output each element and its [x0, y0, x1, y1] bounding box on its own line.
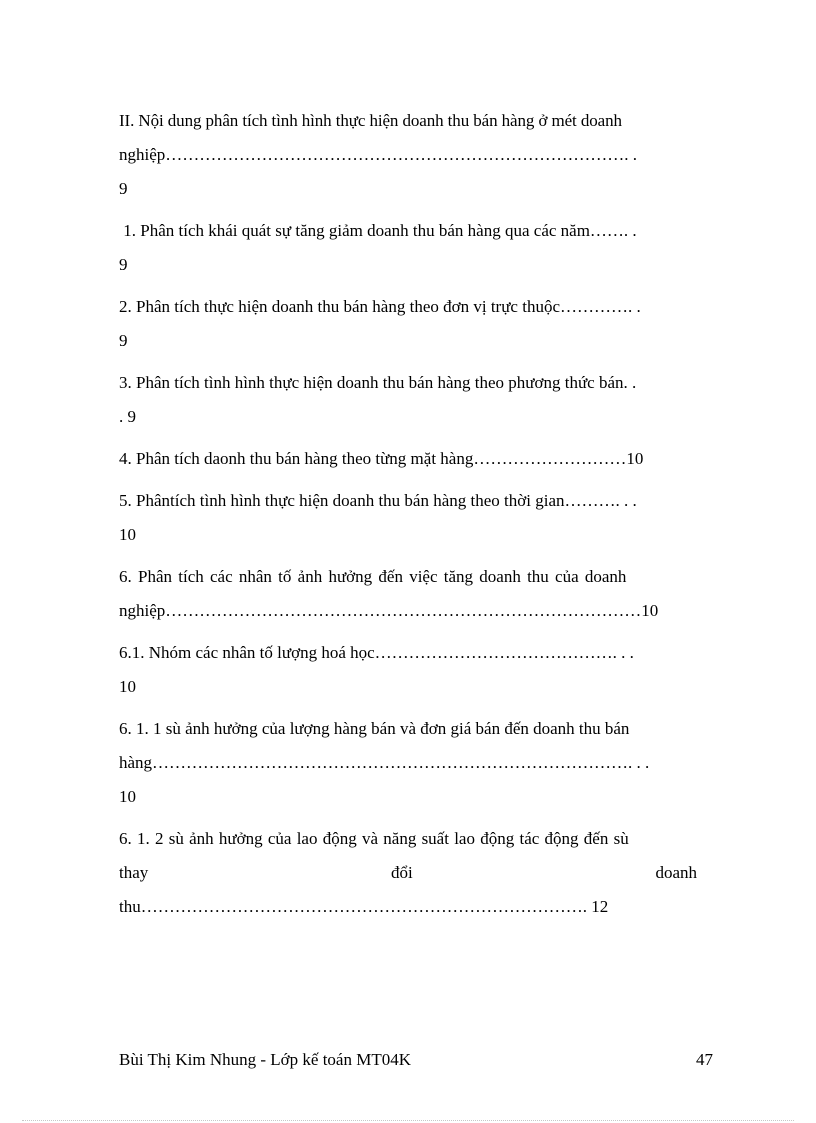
toc-entry-word: đổi: [391, 863, 413, 882]
toc-entry-line: hàng…………………………………………………………………………. . .: [119, 753, 650, 772]
toc-entry-line-spread: [119, 856, 697, 890]
toc-entry[interactable]: [119, 484, 697, 552]
toc-entry[interactable]: [119, 214, 697, 282]
footer-page-number: 47: [696, 1050, 713, 1069]
toc-entry-line: nghiệp………………………………………………………………………. .: [119, 145, 638, 164]
toc-entry-page: 10: [119, 787, 136, 806]
toc-entry-page: 10: [119, 525, 136, 544]
toc-entry[interactable]: [119, 560, 697, 628]
toc-entry-word: thay: [119, 863, 149, 882]
toc-entry-line: 4. Phân tích daonh thu bán hàng theo từng mặt hàng………………………10: [119, 449, 644, 468]
toc-entry[interactable]: [119, 822, 697, 924]
footer-author: Bùi Thị Kim Nhung - Lớp kế toán MT04K: [119, 1050, 411, 1069]
toc-entry[interactable]: [119, 636, 697, 704]
toc-entry-line: 6. 1. 1 sù ảnh hưởng của lượng hàng bán và đơn giá bán đến doanh thu bán: [119, 719, 630, 738]
toc-entry-line: 1. Phân tích khái quát sự tăng giảm doanh thu bán hàng qua các năm……. .: [119, 221, 637, 240]
toc-entry-line: 2. Phân tích thực hiện doanh thu bán hàng theo đơn vị trực thuộc…………. .: [119, 297, 641, 316]
toc-entry[interactable]: [119, 104, 697, 206]
toc-entry[interactable]: [119, 366, 697, 434]
page-edge-divider: [22, 1120, 794, 1121]
toc-entry-page: 10: [119, 677, 136, 696]
toc-entry-page: 9: [119, 179, 128, 198]
table-of-contents: [119, 104, 697, 932]
toc-entry-page: 9: [119, 331, 128, 350]
toc-entry[interactable]: [119, 712, 697, 814]
toc-entry-line: II. Nội dung phân tích tình hình thực hiện doanh thu bán hàng ở mét doanh: [119, 111, 622, 130]
toc-entry[interactable]: [119, 290, 697, 358]
toc-entry-line: 6.1. Nhóm các nhân tố lượng hoá học……………………………………. . .: [119, 643, 634, 662]
toc-entry-line: 3. Phân tích tình hình thực hiện doanh thu bán hàng theo phương thức bán. .: [119, 373, 637, 392]
toc-entry-line: nghiệp…………………………………………………………………………10: [119, 601, 659, 620]
toc-entry-word: doanh: [655, 863, 697, 882]
page-footer: [119, 1048, 713, 1072]
toc-entry[interactable]: [119, 442, 697, 476]
toc-entry-page: 9: [119, 255, 128, 274]
toc-entry-line: 6. Phân tích các nhân tố ảnh hưởng đến việc tăng doanh thu của doanh: [119, 567, 627, 586]
toc-entry-line: thu……………………………………………………………………. 12: [119, 897, 609, 916]
toc-entry-line: 5. Phântích tình hình thực hiện doanh thu bán hàng theo thời gian………. . .: [119, 491, 637, 510]
toc-entry-line: 6. 1. 2 sù ảnh hưởng của lao động và năng suất lao động tác động đến sù: [119, 829, 629, 848]
toc-entry-page: . 9: [119, 407, 136, 426]
